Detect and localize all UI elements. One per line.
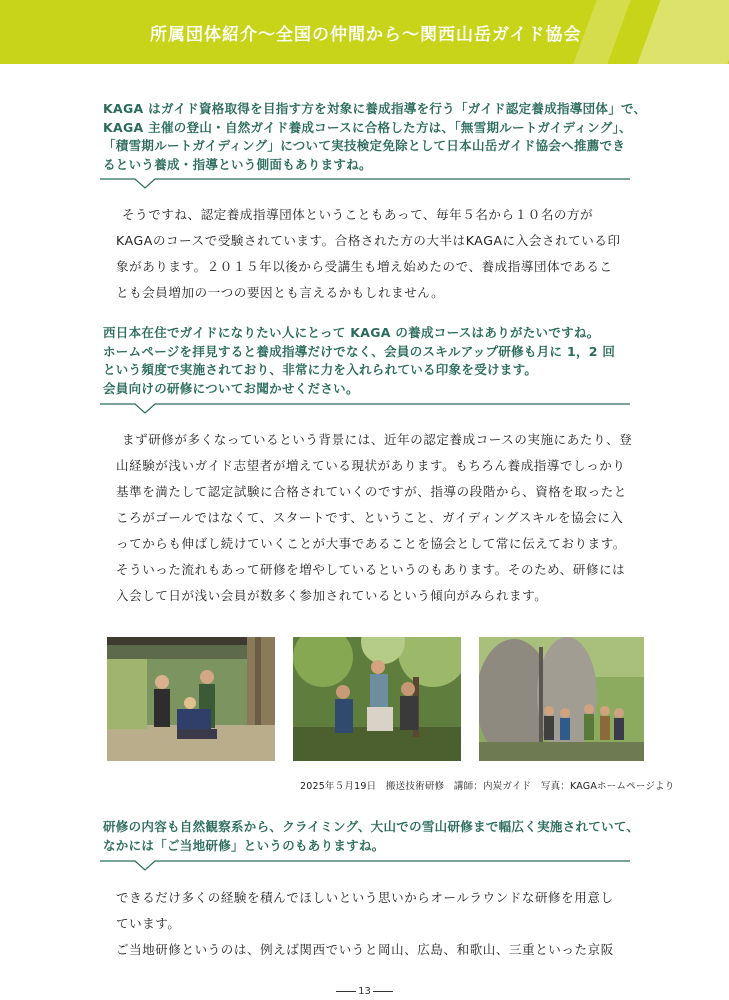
answer-line: そうですね、認定養成指導団体ということもあって、毎年５名から１０名の方が xyxy=(122,207,594,222)
header-decoration xyxy=(637,0,729,64)
question-line: KAGA はガイド資格取得を目指す方を対象に養成指導を行う「ガイド認定養成指導団体」で、 xyxy=(103,101,647,116)
question-line: 会員向けの研修についてお聞かせください。 xyxy=(103,380,359,396)
question-line: KAGA 主催の登山・自然ガイド養成コースに合格した方は、「無雪期ルートガイディング」、 xyxy=(103,119,632,135)
answer-line: まず研修が多くなっているという背景には、近年の認定養成コースの実施にあたり、登 xyxy=(122,432,633,447)
training-photo-3 xyxy=(479,637,644,761)
answer-line: 山経験が浅いガイド志望者が増えている現状があります。もちろん養成指導でしっかり xyxy=(116,458,626,473)
speech-divider xyxy=(100,857,630,873)
page-number-rule xyxy=(336,991,356,992)
interview-answer-1 xyxy=(116,202,656,306)
page-number xyxy=(0,986,729,997)
answer-line: ています。 xyxy=(116,916,181,931)
speech-divider xyxy=(100,175,630,191)
question-line: 西日本在住でガイドになりたい人にとって KAGA の養成コースはありがたいですね。 xyxy=(103,325,600,340)
question-line: なかには「ご当地研修」というのもありますね。 xyxy=(103,837,385,853)
answer-line: ってからも伸ばし続けていくことが大事であることを協会として常に伝えております。 xyxy=(116,536,626,551)
interview-question-1 xyxy=(103,100,683,174)
interview-answer-2 xyxy=(116,427,656,609)
interview-question-2 xyxy=(103,324,683,398)
page-header xyxy=(0,0,729,64)
answer-line: そういった流れもあって研修を増やしているというのもあります。そのため、研修には xyxy=(116,562,626,577)
page-number-text: 13 xyxy=(358,986,371,997)
question-line: 研修の内容も自然観察系から、クライミング、大山での雪山研修まで幅広く実施されていて、 xyxy=(103,819,640,834)
question-line: という頻度で実施されており、非常に力を入れられている印象を受けます。 xyxy=(103,362,538,377)
page-title: 所属団体紹介～全国の仲間から～関西山岳ガイド協会 xyxy=(150,25,582,45)
question-line: るという養成・指導という側面もありますね。 xyxy=(103,156,372,172)
training-photo-2 xyxy=(293,637,461,761)
training-photo-1 xyxy=(107,637,275,761)
answer-line: できるだけ多くの経験を積んでほしいという思いからオールラウンドな研修を用意し xyxy=(116,890,614,905)
page-number-rule xyxy=(373,991,393,992)
photo-caption: 2025年５月19日 搬送技術研修 講師：内炭ガイド 写真：KAGAホームページより xyxy=(300,781,675,792)
answer-line: 入会して日が浅い会員が数多く参加されているという傾向がみられます。 xyxy=(116,588,548,603)
answer-line: ご当地研修というのは、例えば関西でいうと岡山、広島、和歌山、三重といった京阪 xyxy=(116,942,614,957)
answer-line: ころがゴールではなくて、スタートです、ということ、ガイディングスキルを協会に入 xyxy=(116,510,624,525)
answer-line: とも会員増加の一つの要因とも言えるかもしれません。 xyxy=(116,285,445,300)
question-line: ホームページを拝見すると養成指導だけでなく、会員のスキルアップ研修も月に 1，2 回 xyxy=(103,343,616,359)
answer-line: 象があります。２０１５年以後から受講生も増え始めたので、養成指導団体であるこ xyxy=(116,259,613,274)
answer-line: 基準を満たして認定試験に合格されていくのですが、指導の段階から、資格を取ったと xyxy=(116,484,627,499)
question-line: 「積雪期ルートガイディング」について実技検定免除として日本山岳ガイド協会へ推薦でき xyxy=(103,138,626,153)
interview-question-3 xyxy=(103,818,683,855)
interview-answer-3 xyxy=(116,885,656,963)
speech-divider xyxy=(100,400,630,416)
answer-line: KAGAのコースで受験されています。合格された方の大半はKAGAに入会されている印 xyxy=(116,233,621,248)
